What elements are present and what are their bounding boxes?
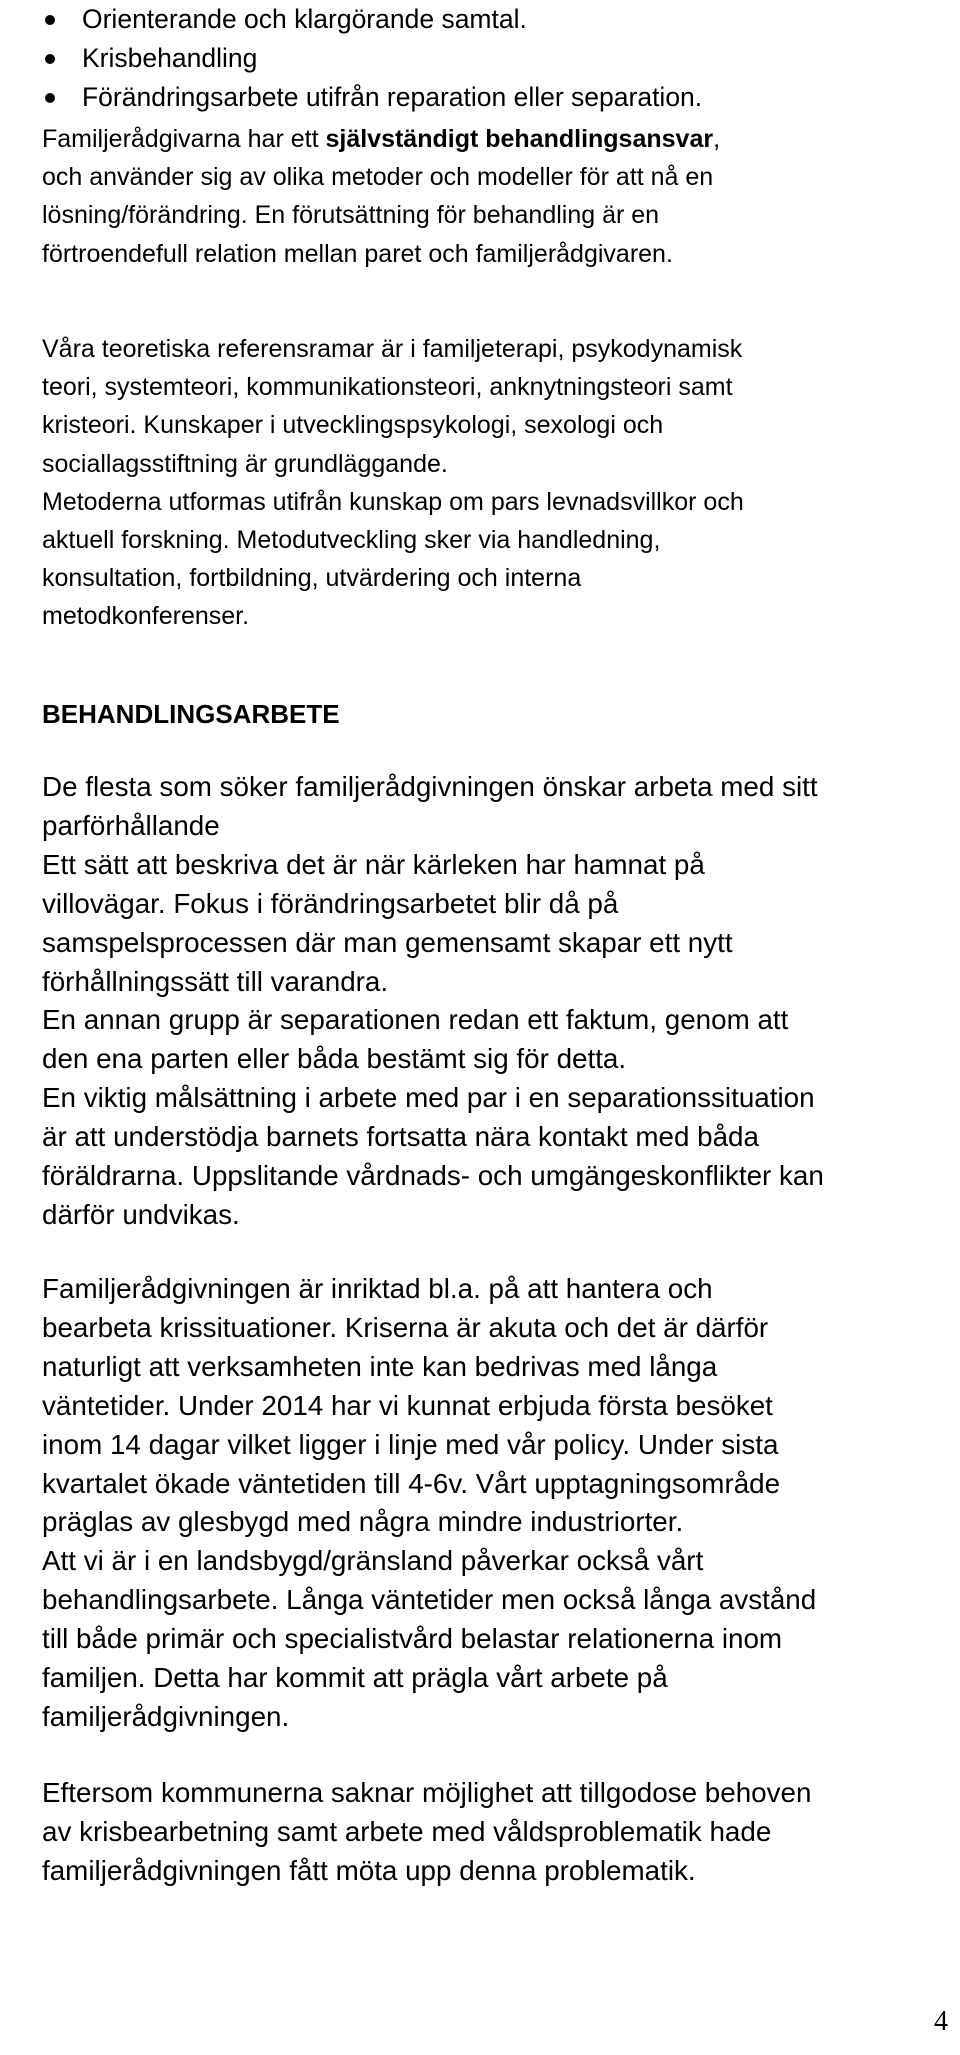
bullet-dot-icon (45, 15, 55, 25)
paragraph-municipal-needs: Eftersom kommunerna saknar möjlighet att tillgodose behoven av krisbearbetning samt arbete med våldsproblematik hade familjerådgivningen fått möta upp denna problematik. (42, 1777, 812, 1886)
paragraph-treatment-work: De flesta som söker familjerådgivningen önskar arbeta med sitt parförhållande Ett sätt att beskriva det är när kärleken har hamnat på villovägar. Fokus i förändringsarbetet blir då på samspelsprocessen där man gemensamt skapar ett nytt förhållningssätt till varandra. En annan grupp är separationen redan ett faktum, genom att den ena parten eller båda bestämt sig för detta. En viktig målsättning i arbete med par i en separationssituation är att understödja barnets fortsatta nära kontakt med båda föräldrarna. Uppslitande vårdnads- och umgängeskonflikter kan därför undvikas. (42, 771, 824, 1230)
paragraph-treatment-responsibility: Familjerådgivarna har ett självständigt behandlingsansvar, och använder sig av olika metoder och modeller för att nå en lösning/förändring. En förutsättning för behandling är en förtroendefull relation mellan paret och familjerådgivaren. (42, 125, 721, 268)
paragraph-theoretical-frameworks: Våra teoretiska referensramar är i familjeterapi, psykodynamisk teori, systemteori, kommunikationsteori, anknytningsteori samt kristeori. Kunskaper i utvecklingspsykologi, sexologi och sociallagsstiftning är grundläggande. Metoderna utformas utifrån kunskap om pars levnadsvillkor och aktuell forskning. Metodutveckling sker via handledning, konsultation, fortbildning, utvärdering och interna metodkonferenser. (42, 335, 744, 631)
bullet-dot-icon (45, 54, 55, 64)
bullet-item: Krisbehandling (42, 39, 702, 78)
bullet-item: Orienterande och klargörande samtal. (42, 0, 702, 39)
service-bullet-list (42, 0, 702, 117)
bullet-dot-icon (45, 93, 55, 103)
paragraph-crisis-management: Familjerådgivningen är inriktad bl.a. på att hantera och bearbeta krissituationer. Kriserna är akuta och det är därför naturligt att verksamheten inte kan bedrivas med långa väntetider. Under 2014 har vi kunnat erbjuda första besöket inom 14 dagar vilket ligger i linje med vår policy. Under sista kvartalet ökade väntetiden till 4-6v. Vårt upptagningsområde präglas av glesbygd med några mindre industriorter. Att vi är i en landsbygd/gränsland påverkar också vårt behandlingsarbete. Långa väntetider men också långa avstånd till både primär och specialistvård belastar relationerna inom familjen. Detta har kommit att prägla vårt arbete på familjerådgivningen. (42, 1273, 817, 1732)
emphasis-text: självständigt behandlingsansvar (325, 125, 714, 153)
section-heading: BEHANDLINGSARBETE (42, 699, 340, 729)
page-number: 4 (934, 2006, 948, 2037)
bullet-item: Förändringsarbete utifrån reparation eller separation. (42, 78, 702, 117)
